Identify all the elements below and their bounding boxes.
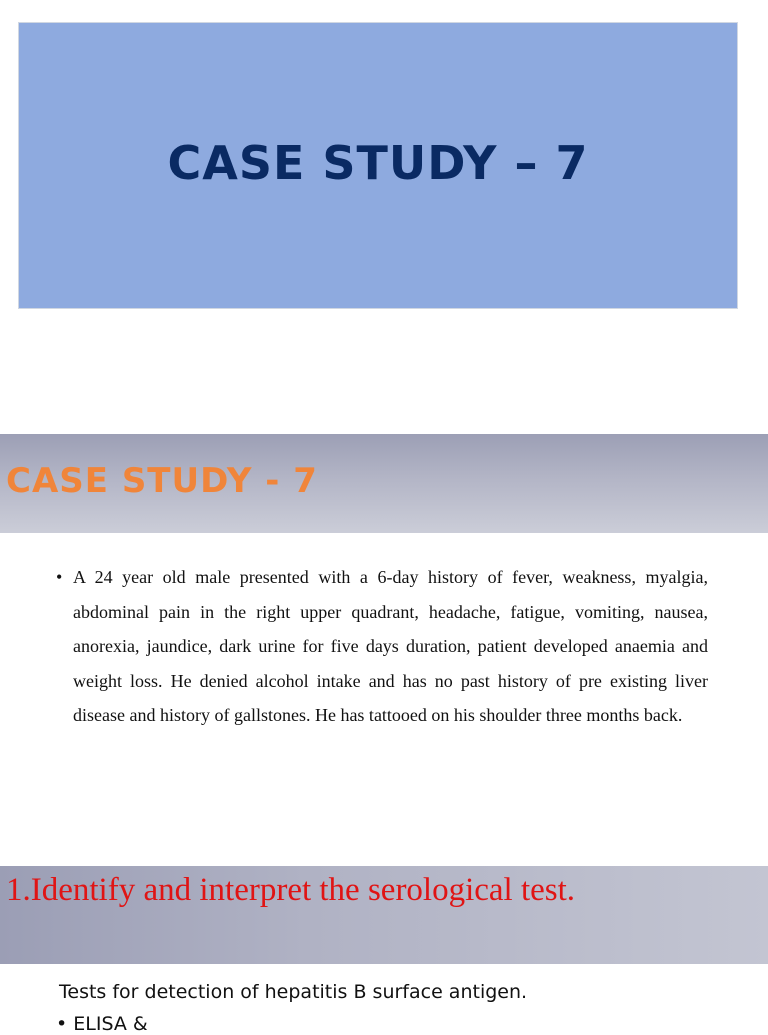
tests-description: Tests for detection of hepatitis B surface antigen. xyxy=(59,981,528,1003)
case-study-header-band xyxy=(0,434,768,533)
bullet-marker: • xyxy=(56,567,63,587)
slide-title: CASE STUDY – 7 xyxy=(167,135,589,190)
test-list-item: • ELISA & xyxy=(56,1013,148,1035)
question-heading: 1.Identify and interpret the serological test. xyxy=(6,872,576,908)
question-header-band xyxy=(0,866,768,964)
case-description-text: A 24 year old male presented with a 6-day history of fever, weakness, myalgia, abdominal pain in the right upper quadrant, headache, fatigue, vomiting, nausea, anorexia, jaundice, dark urine for five days duration, patient developed anaemia and weight loss. He denied alcohol intake and has no past history of pre existing liver disease and history of gallstones. He has tattooed on his shoulder three months back. xyxy=(73,567,708,725)
case-study-heading: CASE STUDY - 7 xyxy=(6,461,318,501)
case-description xyxy=(56,560,708,733)
title-slide-box xyxy=(18,22,738,309)
